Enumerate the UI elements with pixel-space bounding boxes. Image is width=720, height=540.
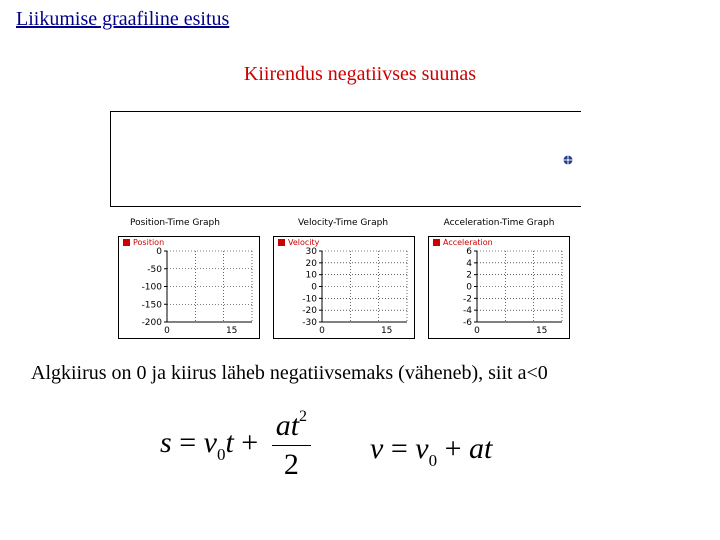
page-title[interactable]: Liikumise graafiline esitus [16, 8, 230, 30]
formula-v0: v [415, 432, 429, 465]
y-tick-label: 20 [305, 258, 317, 269]
y-tick-label: -2 [463, 294, 472, 305]
position-graph-plot [119, 237, 259, 338]
velocity-formula [370, 432, 492, 471]
position-formula [160, 408, 311, 482]
motion-panel [110, 111, 581, 207]
x-tick-label: 0 [474, 326, 480, 336]
formula-fraction [272, 408, 311, 482]
acceleration-graph-plot [429, 237, 569, 338]
velocity-graph-title: Velocity-Time Graph [297, 218, 389, 228]
fraction-numerator [272, 408, 311, 446]
slide-subtitle: Kiirendus negatiivses suunas [243, 63, 477, 85]
x-tick-label: 0 [164, 326, 170, 336]
y-tick-label: 2 [466, 270, 472, 281]
acceleration-graph-title: Acceleration-Time Graph [443, 218, 555, 228]
acceleration-legend-label: Acceleration [443, 238, 493, 247]
y-tick-label: 0 [311, 282, 317, 293]
moving-object-dot [562, 154, 574, 166]
acceleration-graph [428, 236, 570, 339]
formula-subscript: 0 [428, 451, 438, 470]
formula-equals: = [390, 432, 408, 465]
velocity-graph-plot [274, 237, 414, 338]
y-tick-label: 6 [466, 247, 472, 257]
y-tick-label: 30 [305, 247, 317, 257]
y-tick-label: -20 [302, 306, 317, 317]
formula-t: t [225, 425, 234, 459]
x-tick-label: 15 [535, 326, 548, 336]
y-tick-label: -50 [147, 264, 162, 275]
x-tick-label: 15 [380, 326, 393, 336]
formula-s: s [160, 425, 172, 459]
x-tick-label: 15 [225, 326, 238, 336]
formula-equals: = [179, 425, 197, 459]
y-tick-label: -150 [141, 300, 162, 311]
y-tick-label: -4 [463, 306, 472, 317]
formula-plus: + [444, 432, 462, 465]
formula-v: v [203, 425, 217, 459]
formula-v-lhs: v [370, 432, 384, 465]
y-tick-label: -30 [302, 318, 317, 328]
position-legend-label: Position [133, 238, 165, 247]
formula-at: at [469, 432, 493, 465]
formula-plus: + [241, 425, 259, 459]
velocity-graph [273, 236, 415, 339]
y-tick-label: 4 [466, 258, 472, 269]
y-tick-label: 0 [156, 247, 162, 257]
y-tick-label: -10 [302, 294, 317, 305]
x-tick-label: 0 [319, 326, 325, 336]
y-tick-label: -6 [463, 318, 472, 328]
fraction-denominator: 2 [283, 448, 299, 481]
velocity-legend-label: Velocity [288, 238, 320, 247]
position-graph-title: Position-Time Graph [130, 218, 220, 228]
y-tick-label: 0 [466, 282, 472, 293]
graphs-area [110, 210, 585, 342]
numerator-at: at [275, 409, 300, 442]
y-tick-label: -200 [141, 318, 162, 328]
y-tick-label: 10 [305, 270, 317, 281]
description-text: Algkiirus on 0 ja kiirus läheb negatiivsemaks (väheneb), siit a<0 [31, 362, 548, 384]
formula-subscript: 0 [216, 444, 226, 464]
y-tick-label: -100 [141, 282, 162, 293]
position-graph [118, 236, 260, 339]
numerator-exponent: 2 [299, 408, 308, 425]
